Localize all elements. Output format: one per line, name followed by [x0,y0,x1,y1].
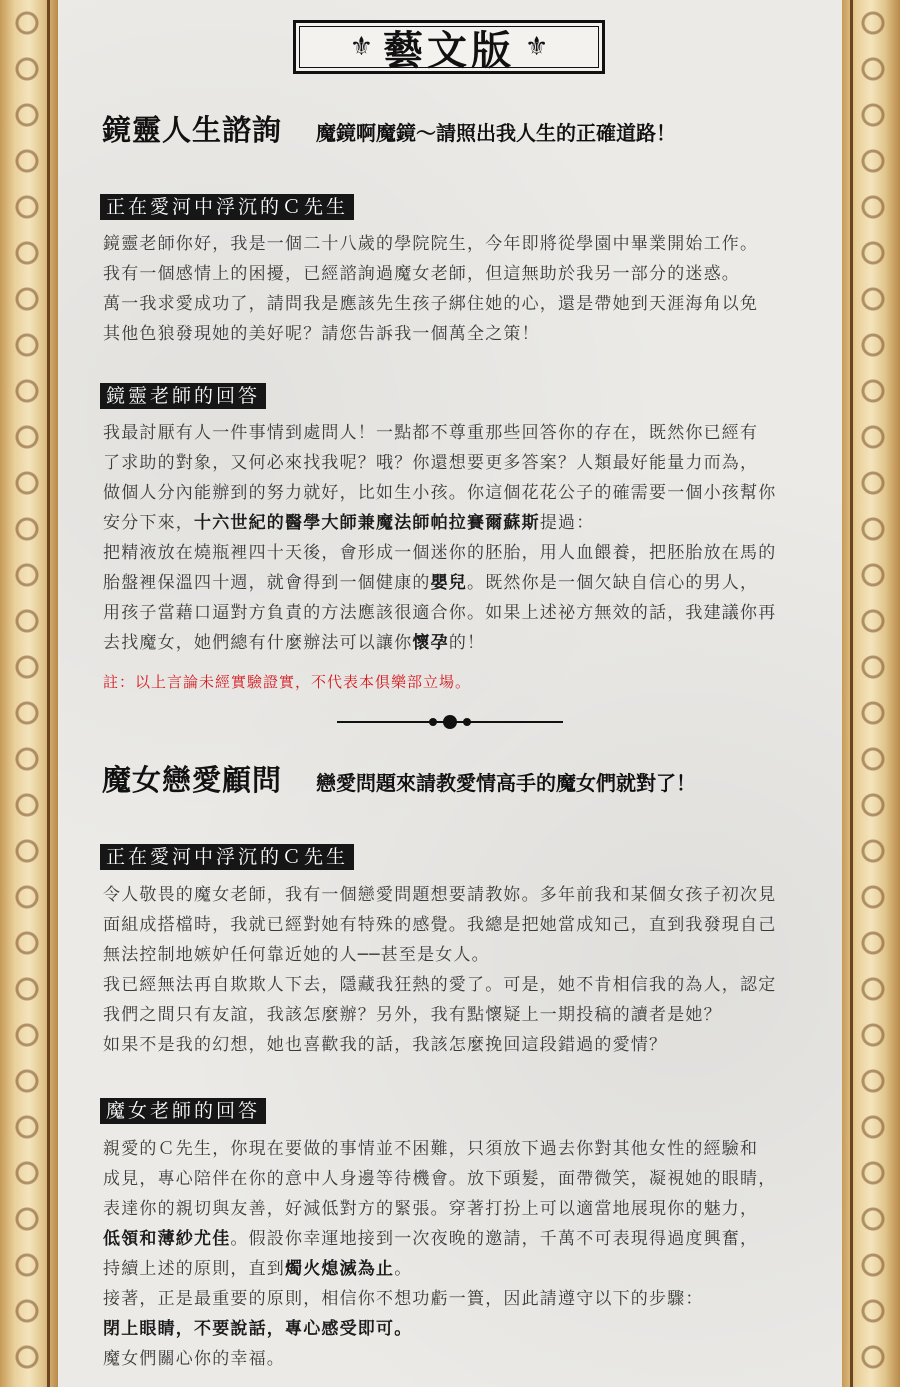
answer-text [103,1134,833,1374]
text-run: 。假設你幸運地接到一次夜晚的邀請，千萬不可表現得過度興奮， [230,1229,759,1249]
answer-label: 魔女老師的回答 [100,1098,266,1124]
emphasis-text: 低領和薄紗尤佳 [103,1229,231,1249]
text-line: 萬一我求愛成功了，請問我是應該先生孩子綁住她的心，還是帶她到天涯海角以免 [103,294,759,314]
text-run: 。既然你是一個欠缺自信心的男人， [467,573,759,593]
emphasis-text: 嬰兒 [430,573,468,593]
fleur-de-lis-icon: ⚜ [525,32,549,62]
text-line: 成見，專心陪伴在你的意中人身邊等待機會。放下頭髮，面帶微笑，凝視她的眼睛， [103,1169,777,1189]
section-subtitle: 戀愛問題來請教愛情高手的魔女們就對了！ [316,771,697,795]
question-label: 正在愛河中浮沉的Ｃ先生 [100,194,354,220]
text-line [103,568,833,598]
text-line: 其他色狼發現她的美好呢？請您告訴我一個萬全之策！ [103,324,540,344]
text-line: 親愛的Ｃ先生，你現在要做的事情並不困難，只須放下過去你對其他女性的經驗和 [103,1139,759,1159]
text-line: 魔女們關心你的幸福。 [103,1349,285,1369]
text-run: 去找魔女，她們總有什麼辦法可以讓你 [103,633,413,653]
answer-label: 鏡靈老師的回答 [100,383,266,409]
page-title: 藝文版 [383,26,515,74]
section-header-witch [102,758,696,799]
question-label: 正在愛河中浮沉的Ｃ先生 [100,844,354,870]
dot-divider-icon [337,713,563,731]
text-line: 接著，正是最重要的原則，相信你不想功虧一簣，因此請遵守以下的步驟： [103,1289,704,1309]
text-line: 我有一個感情上的困擾，已經諮詢過魔女老師，但這無助於我另一部分的迷惑。 [103,264,740,284]
text-run: 提過： [539,513,595,533]
text-line: 面組成搭檔時，我就已經對她有特殊的感覺。我總是把她當成知己，直到我發現自己 [103,915,777,935]
fleur-de-lis-icon: ⚜ [349,32,373,62]
text-line: 把精液放在燒瓶裡四十天後，會形成一個迷你的胚胎，用人血餵養，把胚胎放在馬的 [103,543,777,563]
text-line [103,628,833,658]
header-banner [293,20,605,74]
section-title: 魔女戀愛顧問 [102,763,283,797]
text-line [103,508,833,538]
question-text [103,880,833,1060]
text-line [103,1314,833,1344]
text-run: 的！ [448,633,486,653]
section-subtitle: 魔鏡啊魔鏡～請照出我人生的正確道路！ [316,121,677,145]
left-ornamental-border [0,0,58,1387]
emphasis-text: 燭火熄滅為止 [285,1259,395,1279]
text-run: 。 [394,1259,413,1279]
text-line: 令人敬畏的魔女老師，我有一個戀愛問題想要請教妳。多年前我和某個女孩子初次見 [103,885,777,905]
text-run: 安分下來， [103,513,194,533]
text-line [103,1254,833,1284]
text-line: 無法控制地嫉妒任何靠近她的人──甚至是女人。 [103,945,490,965]
disclaimer-note: 註：以上言論未經實驗證實，不代表本俱樂部立場。 [103,673,472,691]
text-line: 我最討厭有人一件事情到處問人！一點都不尊重那些回答你的存在，既然你已經有 [103,423,759,443]
text-run: 持續上述的原則，直到 [103,1259,285,1279]
right-ornamental-border [842,0,900,1387]
answer-text [103,418,833,658]
text-line: 如果不是我的幻想，她也喜歡我的話，我該怎麼挽回這段錯過的愛情？ [103,1035,668,1055]
text-line: 用孩子當藉口逼對方負責的方法應該很適合你。如果上述祕方無效的話，我建議你再 [103,603,777,623]
text-line: 我已經無法再自欺欺人下去，隱藏我狂熱的愛了。可是，她不肯相信我的為人，認定 [103,975,777,995]
text-run: 胎盤裡保溫四十週，就會得到一個健康的 [103,573,431,593]
text-line: 表達你的親切與友善，好減低對方的緊張。穿著打扮上可以適當地展現你的魅力， [103,1199,759,1219]
text-line: 了求助的對象，又何必來找我呢？哦？你還想要更多答案？人類最好能量力而為， [103,453,759,473]
section-header-mirror [102,108,676,149]
section-title: 鏡靈人生諮詢 [102,113,283,147]
text-line [103,1224,833,1254]
emphasis-text: 閉上眼睛，不要說話，專心感受即可。 [103,1319,413,1339]
emphasis-text: 十六世紀的醫學大師兼魔法師帕拉賽爾蘇斯 [194,513,540,533]
text-line: 我們之間只有友誼，我該怎麼辦？另外，我有點懷疑上一期投稿的讀者是她？ [103,1005,722,1025]
emphasis-text: 懷孕 [412,633,449,653]
text-line: 鏡靈老師你好，我是一個二十八歲的學院院生，今年即將從學園中畢業開始工作。 [103,234,759,254]
text-line: 做個人分內能辦到的努力就好，比如生小孩。你這個花花公子的確需要一個小孩幫你 [103,483,777,503]
question-text [103,229,833,349]
